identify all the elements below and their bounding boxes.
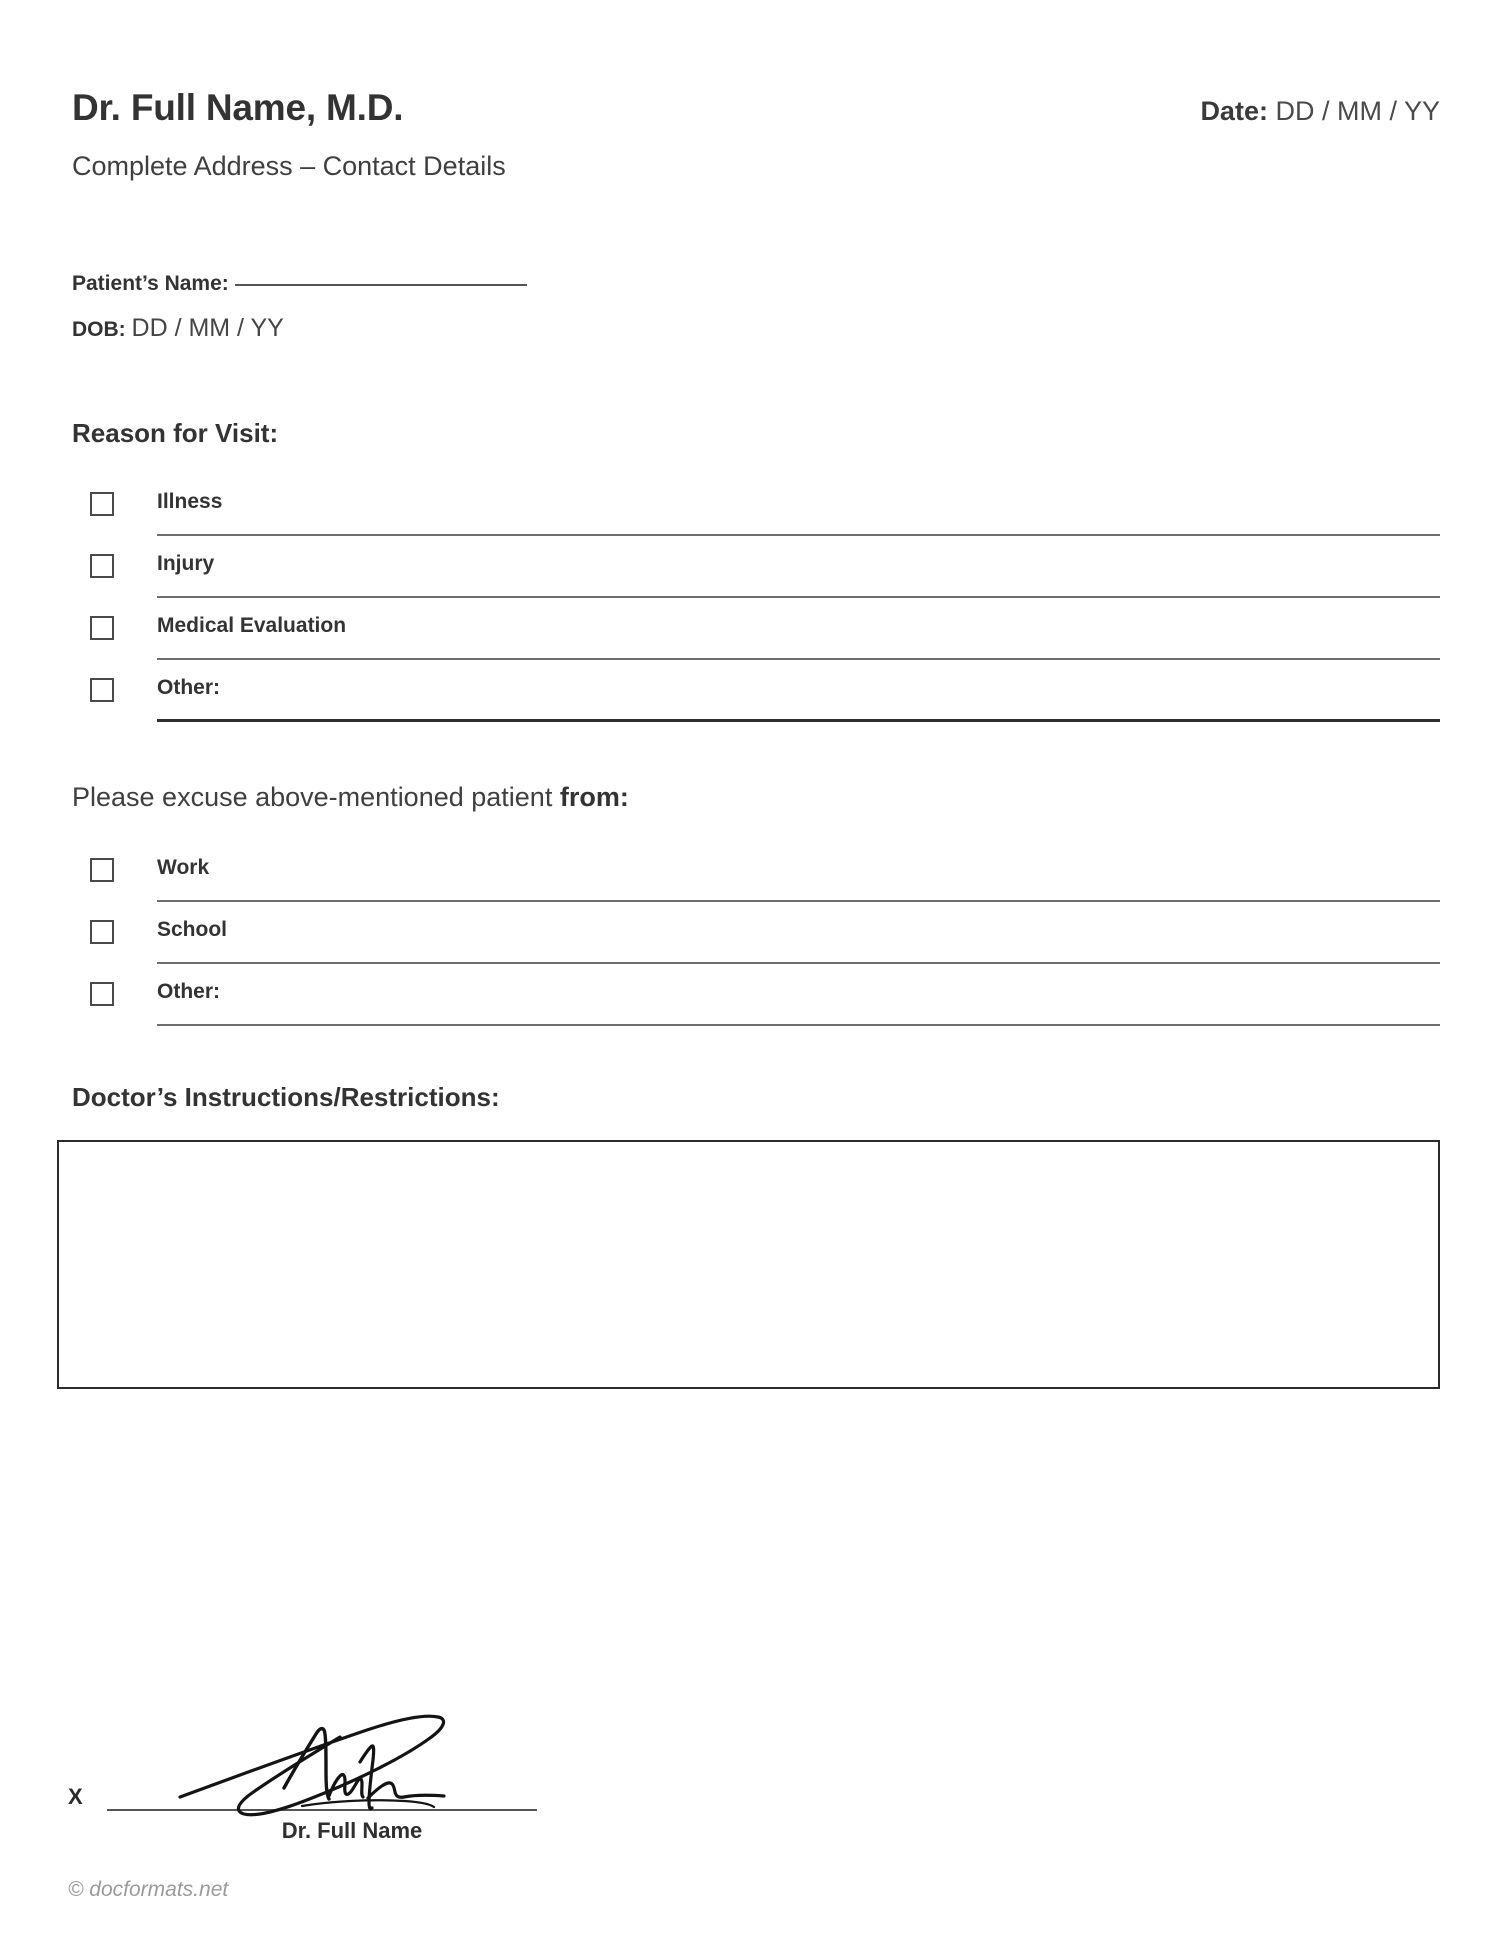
instructions-textarea[interactable] xyxy=(57,1140,1440,1389)
date-value[interactable]: DD / MM / YY xyxy=(1275,96,1440,126)
handwritten-signature-icon xyxy=(172,1710,502,1830)
document-header xyxy=(72,88,1440,182)
checkbox-icon[interactable] xyxy=(90,616,114,640)
row-underline xyxy=(157,962,1440,964)
checkbox-label: Other: xyxy=(157,676,220,699)
row-underline xyxy=(157,596,1440,598)
checkbox-row-injury[interactable] xyxy=(72,544,1440,606)
checkbox-icon[interactable] xyxy=(90,858,114,882)
row-underline xyxy=(157,900,1440,902)
checkbox-icon[interactable] xyxy=(90,554,114,578)
instructions-heading: Doctor’s Instructions/Restrictions: xyxy=(72,1082,500,1112)
checkbox-row-other[interactable] xyxy=(72,668,1440,730)
patient-info-block xyxy=(72,272,527,361)
checkbox-row-school[interactable] xyxy=(72,910,1440,972)
signature-name-label: Dr. Full Name xyxy=(281,1818,423,1843)
checkbox-label: Medical Evaluation xyxy=(157,614,347,637)
footer-copyright: © docformats.net xyxy=(68,1878,229,1901)
checkbox-row-illness[interactable] xyxy=(72,482,1440,544)
checkbox-label: School xyxy=(157,918,228,941)
checkbox-label: Illness xyxy=(157,490,223,513)
date-label: Date: xyxy=(1200,96,1268,126)
patient-dob-row xyxy=(72,314,527,343)
checkbox-row-medical-evaluation[interactable] xyxy=(72,606,1440,668)
signature-area xyxy=(68,1600,632,1843)
checkbox-row-work[interactable] xyxy=(72,848,1440,910)
patient-name-label: Patient’s Name: xyxy=(72,272,229,295)
row-underline[interactable] xyxy=(157,719,1440,722)
signature-x-mark: X xyxy=(68,1784,83,1809)
checkbox-label: Injury xyxy=(157,552,215,575)
header-top-row xyxy=(72,88,1440,129)
clinic-address: Complete Address – Contact Details xyxy=(72,150,506,181)
checkbox-label: Other: xyxy=(157,980,220,1003)
patient-dob-label: DOB: xyxy=(72,318,126,341)
checkbox-icon[interactable] xyxy=(90,982,114,1006)
checkbox-icon[interactable] xyxy=(90,920,114,944)
row-underline xyxy=(157,534,1440,536)
reason-for-visit-options xyxy=(72,482,1440,730)
checkbox-row-other[interactable] xyxy=(72,972,1440,1034)
patient-name-row xyxy=(72,272,527,296)
checkbox-icon[interactable] xyxy=(90,678,114,702)
checkbox-label: Work xyxy=(157,856,210,879)
row-underline xyxy=(157,658,1440,660)
excuse-heading-prefix: Please excuse above-mentioned patient xyxy=(72,782,560,812)
excuse-from-heading xyxy=(72,782,629,813)
patient-name-input[interactable] xyxy=(235,283,527,286)
checkbox-icon[interactable] xyxy=(90,492,114,516)
excuse-heading-bold: from: xyxy=(559,782,629,812)
row-underline[interactable] xyxy=(157,1024,1440,1026)
patient-dob-value[interactable]: DD / MM / YY xyxy=(131,314,284,342)
page-title: Dr. Full Name, M.D. xyxy=(72,87,404,128)
excuse-from-options xyxy=(72,848,1440,1034)
date-field xyxy=(1200,96,1440,127)
reason-for-visit-heading: Reason for Visit: xyxy=(72,418,279,448)
